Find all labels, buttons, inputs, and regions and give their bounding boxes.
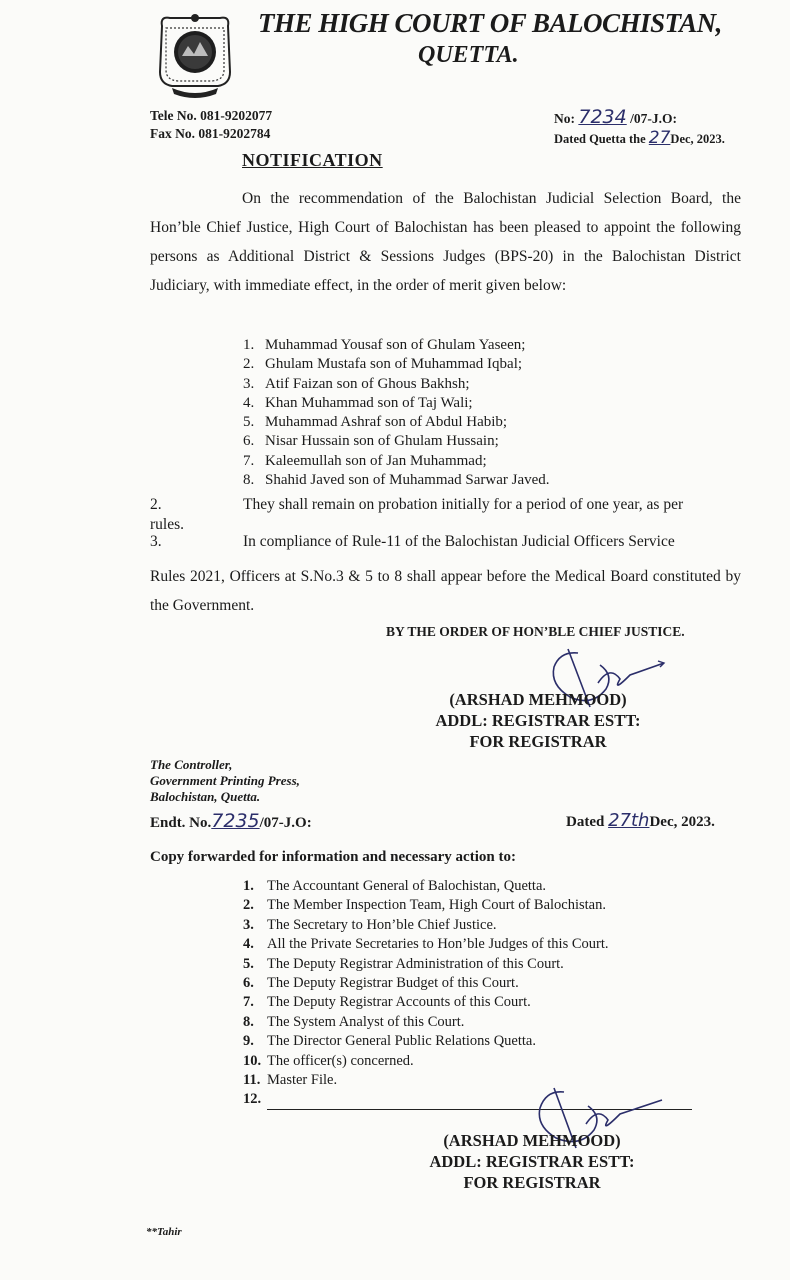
endorsement-date: [566, 810, 715, 831]
signatory-designation: ADDL: REGISTRAR ESTT:: [429, 1152, 635, 1171]
list-item: 1. Muhammad Yousaf son of Ghulam Yaseen;: [243, 337, 526, 353]
endt-suffix: /07-J.O:: [259, 815, 312, 831]
signatory-name: (ARSHAD MEHMOOD): [449, 690, 627, 709]
list-item: 7. The Deputy Registrar Accounts of this Court.: [243, 994, 531, 1011]
list-item: 2. Ghulam Mustafa son of Muhammad Iqbal;: [243, 356, 523, 373]
notification-heading: NOTIFICATION: [242, 150, 383, 170]
list-item: 2. The Member Inspection Team, High Court of Balochistan.: [243, 897, 606, 914]
recipient-address: [150, 757, 300, 805]
list-item: 3. Atif Faizan son of Ghous Bakhsh;: [243, 375, 470, 392]
paragraph-3-rest: Rules 2021, Officers at S.No.3 & 5 to 8 shall appear before the Medical Board constituted by the Government.: [150, 568, 741, 614]
endt-prefix: Endt. No.: [150, 815, 212, 831]
list-item: 1. The Accountant General of Balochistan, Quetta.: [243, 878, 547, 894]
list-item: 12.: [243, 1090, 692, 1109]
list-item: 9. The Director General Public Relations Quetta.: [243, 1033, 536, 1050]
list-item: 8. Shahid Javed son of Muhammad Sarwar Javed.: [243, 472, 550, 489]
list-item: 11. Master File.: [243, 1072, 338, 1089]
court-title: THE HIGH COURT OF BALOCHISTAN,: [258, 8, 722, 38]
order-line: BY THE ORDER OF HON’BLE CHIEF JUSTICE.: [386, 624, 685, 639]
notification-date: [554, 128, 725, 148]
court-emblem-logo: [150, 12, 240, 98]
list-item: 6. The Deputy Registrar Budget of this Court.: [243, 975, 519, 992]
address-line: Balochistan, Quetta.: [150, 789, 261, 804]
copy-forwarded-heading: Copy forwarded for information and necessary action to:: [150, 849, 516, 865]
dated-prefix: Dated: [566, 814, 605, 830]
list-item: 7. Kaleemullah son of Jan Muhammad;: [243, 452, 487, 469]
list-item: 4. All the Private Secretaries to Hon’ble Judges of this Court.: [243, 936, 609, 953]
court-city: QUETTA.: [418, 42, 519, 68]
signatory-name: (ARSHAD MEHMOOD): [443, 1131, 621, 1150]
appointees-list: [243, 336, 550, 490]
no-handwritten: 7234: [578, 106, 627, 128]
list-item: 5. The Deputy Registrar Administration of this Court.: [243, 955, 564, 972]
telephone-number: Tele No. 081-9202077: [150, 108, 273, 123]
list-item: 5. Muhammad Ashraf son of Abdul Habib;: [243, 414, 508, 431]
address-line: The Controller,: [150, 757, 233, 772]
paragraph-2-rules: rules.: [150, 516, 185, 533]
notification-number: [554, 106, 677, 128]
list-item: 4. Khan Muhammad son of Taj Wali;: [243, 394, 473, 411]
list-item: 3. The Secretary to Hon’ble Chief Justice.: [243, 916, 497, 933]
paragraph-2-number: 2.: [150, 496, 162, 513]
no-suffix: /07-J.O:: [630, 111, 677, 126]
paragraph-2-text: They shall remain on probation initially for a period of one year, as per: [243, 496, 684, 513]
list-item: 6. Nisar Hussain son of Ghulam Hussain;: [243, 433, 499, 450]
fax-number: Fax No. 081-9202784: [150, 126, 271, 141]
list-item: 10. The officer(s) concerned.: [243, 1052, 414, 1069]
paragraph-3-first-line: In compliance of Rule-11 of the Balochistan Judicial Officers Service: [243, 533, 675, 550]
paragraph-3-number: 3.: [150, 533, 162, 550]
dated-handwritten: 27th: [608, 810, 650, 831]
signatory-designation: ADDL: REGISTRAR ESTT:: [435, 711, 641, 730]
endt-handwritten: 7235: [211, 810, 260, 832]
signatory-block-1: [418, 689, 658, 752]
signatory-for: FOR REGISTRAR: [463, 1173, 601, 1192]
dated-suffix: Dec, 2023.: [649, 814, 715, 830]
no-prefix: No:: [554, 111, 575, 126]
dated-prefix: Dated Quetta the: [554, 132, 646, 146]
paragraph-1: On the recommendation of the Balochistan Judicial Selection Board, the Hon’ble Chief Justice, High Court of Balochistan has been pleased to appoint the following persons as Additional District & Sessions Judges (BPS-20) in the Balochistan District Judiciary, with immediate effect, in the order of merit given below:: [150, 190, 741, 294]
endorsement-number: [150, 810, 312, 832]
dated-handwritten: 27: [648, 128, 671, 148]
recipients-list: [243, 877, 692, 1110]
signatory-for: FOR REGISTRAR: [469, 732, 607, 751]
signatory-block-2: [412, 1130, 652, 1193]
list-item: 8. The System Analyst of this Court.: [243, 1013, 465, 1030]
address-line: Government Printing Press,: [150, 773, 300, 788]
dated-suffix: Dec, 2023.: [670, 132, 725, 146]
typist-initials: **Tahir: [146, 1226, 182, 1238]
